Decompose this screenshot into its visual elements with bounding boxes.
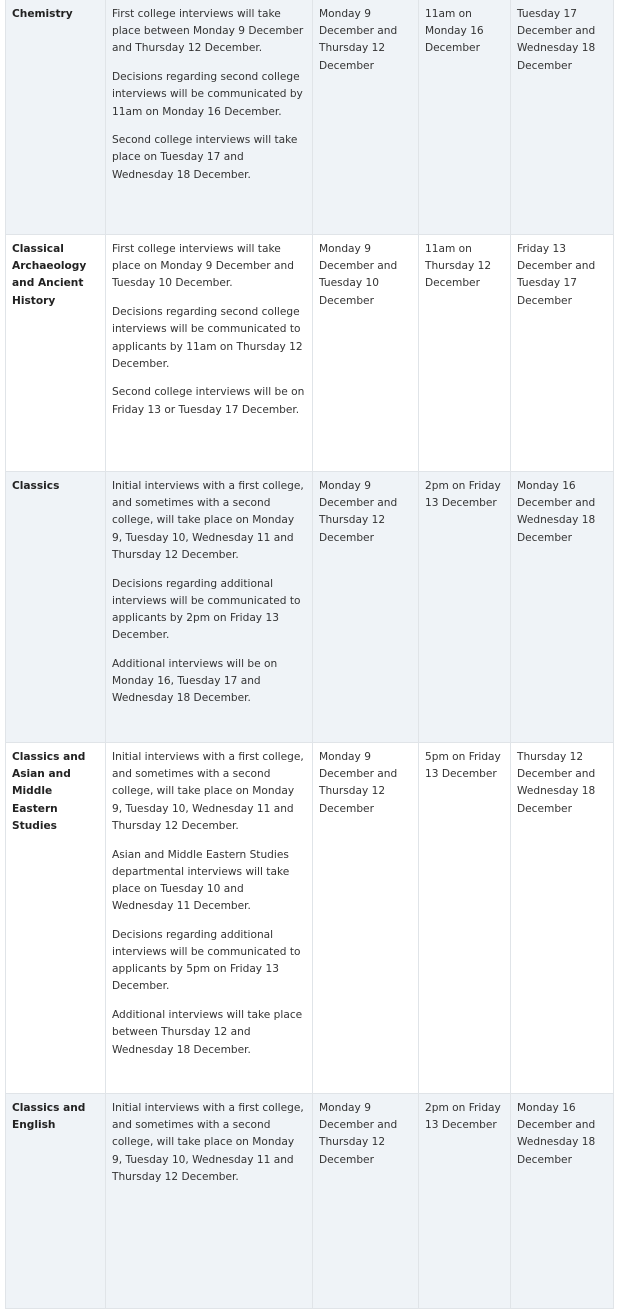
- table-row-classical-archaeology: [6, 235, 614, 472]
- decision-cell: 11am on Monday 16 December: [419, 0, 511, 235]
- subject-cell: Classics and Asian and Middle Eastern Studies: [6, 743, 106, 1094]
- decision-cell: 5pm on Friday 13 December: [419, 743, 511, 1094]
- details-cell: [106, 0, 313, 235]
- details-paragraph: First college interviews will take place between Monday 9 December and Thursday 12 December.: [112, 8, 304, 55]
- details-paragraph: Additional interviews will take place between Thursday 12 and Wednesday 18 December.: [112, 1009, 303, 1056]
- details-paragraph: Decisions regarding second college interviews will be communicated to applicants by 11am on Thursday 12 December.: [112, 306, 303, 370]
- details-paragraph: Decisions regarding additional interviews will be communicated to applicants by 5pm on Friday 13 December.: [112, 928, 301, 993]
- first-interviews-cell: Monday 9 December and Thursday 12 December: [313, 472, 419, 743]
- details-cell: [106, 472, 313, 743]
- details-paragraph: First college interviews will take place on Monday 9 December and Tuesday 10 December.: [112, 243, 294, 290]
- subject-cell: Classics and English: [6, 1094, 106, 1309]
- details-paragraph: Additional interviews will be on Monday 16, Tuesday 17 and Wednesday 18 December.: [112, 657, 278, 705]
- table-row-classics-asian-middle-eastern: [6, 743, 614, 1094]
- table-row-chemistry: [6, 0, 614, 235]
- first-interviews-cell: Monday 9 December and Thursday 12 December: [313, 0, 419, 235]
- details-cell: [106, 1094, 313, 1309]
- decision-cell: 11am on Thursday 12 December: [419, 235, 511, 472]
- interview-schedule-table: [5, 0, 614, 1309]
- details-paragraph: Asian and Middle Eastern Studies departmental interviews will take place on Tuesday 10 and Wednesday 11 December.: [112, 848, 290, 913]
- details-cell: [106, 743, 313, 1094]
- decision-cell: 2pm on Friday 13 December: [419, 472, 511, 743]
- details-paragraph: Decisions regarding second college interviews will be communicated by 11am on Monday 16 December.: [112, 71, 303, 118]
- details-paragraph: Second college interviews will be on Friday 13 or Tuesday 17 December.: [112, 386, 305, 416]
- table-row-classics-english: [6, 1094, 614, 1309]
- decision-cell: 2pm on Friday 13 December: [419, 1094, 511, 1309]
- first-interviews-cell: Monday 9 December and Tuesday 10 December: [313, 235, 419, 472]
- details-paragraph: Initial interviews with a first college, and sometimes with a second college, will take place on Monday 9, Tuesday 10, Wednesday 11 and Thursday 12 December.: [112, 751, 304, 832]
- details-paragraph: Initial interviews with a first college, and sometimes with a second college, will take place on Monday 9, Tuesday 10, Wednesday 11 and Thursday 12 December.: [112, 1102, 304, 1183]
- first-interviews-cell: Monday 9 December and Thursday 12 December: [313, 743, 419, 1094]
- subject-cell: Classics: [6, 472, 106, 743]
- first-interviews-cell: Monday 9 December and Thursday 12 December: [313, 1094, 419, 1309]
- details-paragraph: Second college interviews will take place on Tuesday 17 and Wednesday 18 December.: [112, 134, 298, 181]
- additional-interviews-cell: Monday 16 December and Wednesday 18 December: [511, 472, 614, 743]
- additional-interviews-cell: Monday 16 December and Wednesday 18 December: [511, 1094, 614, 1309]
- subject-cell: Classical Archaeology and Ancient History: [6, 235, 106, 472]
- additional-interviews-cell: Thursday 12 December and Wednesday 18 December: [511, 743, 614, 1094]
- additional-interviews-cell: Friday 13 December and Tuesday 17 December: [511, 235, 614, 472]
- details-paragraph: Initial interviews with a first college, and sometimes with a second college, will take place on Monday 9, Tuesday 10, Wednesday 11 and Thursday 12 December.: [112, 480, 304, 561]
- additional-interviews-cell: Tuesday 17 December and Wednesday 18 December: [511, 0, 614, 235]
- subject-cell: Chemistry: [6, 0, 106, 235]
- details-cell: [106, 235, 313, 472]
- details-paragraph: Decisions regarding additional interviews will be communicated to applicants by 2pm on Friday 13 December.: [112, 577, 301, 642]
- table-row-classics: [6, 472, 614, 743]
